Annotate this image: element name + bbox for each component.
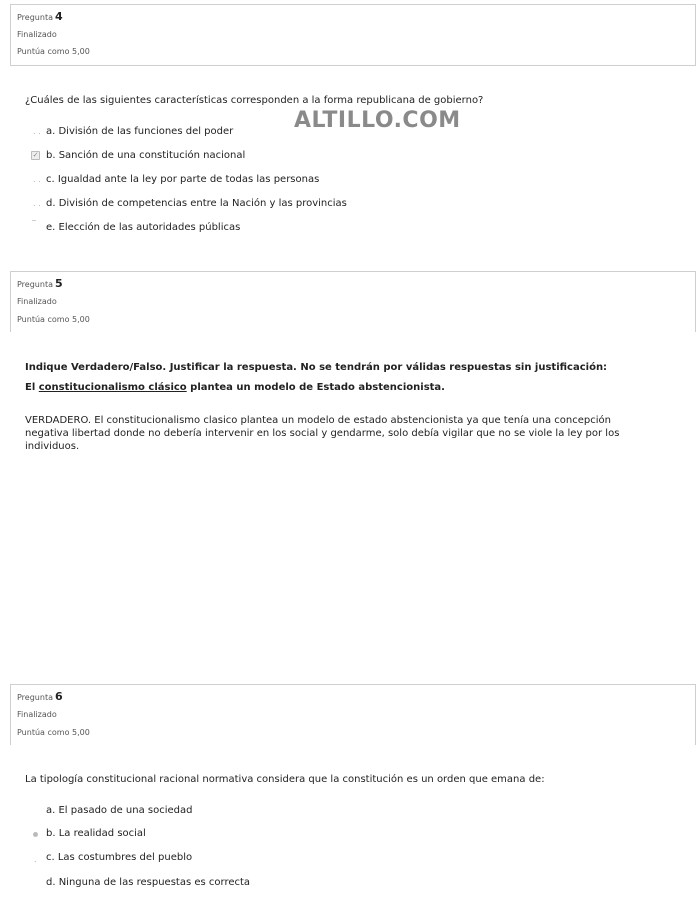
unselected-mark[interactable]: .: [34, 855, 37, 864]
option-b[interactable]: b. La realidad social: [46, 828, 146, 839]
question-label: Pregunta: [17, 13, 53, 22]
question-5-info: [10, 271, 696, 332]
question-number: 6: [54, 690, 63, 703]
question-status: Finalizado: [17, 710, 57, 719]
watermark: ALTILLO.COM: [294, 108, 461, 133]
unchecked-mark[interactable]: . .: [33, 127, 41, 136]
question-number: 5: [54, 277, 63, 290]
question-status: Finalizado: [17, 297, 57, 306]
option-a[interactable]: a. División de las funciones del poder: [46, 126, 234, 137]
unchecked-mark[interactable]: ‾: [32, 219, 36, 228]
question-4-info: [10, 4, 696, 66]
question-score: Puntúa como 5,00: [17, 315, 90, 324]
statement-link[interactable]: constitucionalismo clásico: [38, 382, 187, 393]
option-e[interactable]: e. Elección de las autoridades públicas: [46, 222, 241, 233]
option-d[interactable]: d. División de competencias entre la Nación y las provincias: [46, 198, 347, 209]
question-5-statement: [25, 382, 445, 393]
unchecked-mark[interactable]: . .: [33, 199, 41, 208]
option-a[interactable]: a. El pasado de una sociedad: [46, 805, 193, 816]
unchecked-mark[interactable]: . .: [33, 175, 41, 184]
option-b[interactable]: b. Sanción de una constitución nacional: [46, 150, 246, 161]
question-label: Pregunta: [17, 280, 53, 289]
selected-radio-icon[interactable]: [33, 832, 38, 837]
question-score: Puntúa como 5,00: [17, 47, 90, 56]
statement-suffix: plantea un modelo de Estado abstencionista.: [186, 382, 445, 393]
question-5-answer: VERDADERO. El constitucionalismo clasico plantea un modelo de estado abstencionista ya que tenía una concepción negativa libertad donde no debería intervenir en los social y gendarme, solo debía vigilar que no se viole la ley por los individuos.: [25, 415, 620, 452]
question-6-text: La tipología constitucional racional normativa considera que la constitución es un orden que emana de:: [25, 774, 545, 785]
option-d[interactable]: d. Ninguna de las respuestas es correcta: [46, 877, 251, 888]
option-c[interactable]: c. Las costumbres del pueblo: [46, 852, 193, 863]
question-status: Finalizado: [17, 30, 57, 39]
statement-prefix: El: [25, 382, 39, 393]
question-5-instruction: Indique Verdadero/Falso. Justificar la respuesta. No se tendrán por válidas respuestas sin justificación:: [25, 362, 608, 373]
option-c[interactable]: c. Igualdad ante la ley por parte de todas las personas: [46, 174, 320, 185]
checked-checkbox-icon[interactable]: ✓: [32, 151, 39, 159]
question-6-info: [10, 684, 696, 745]
question-4-text: ¿Cuáles de las siguientes características corresponden a la forma republicana de gobierno?: [25, 95, 484, 106]
question-score: Puntúa como 5,00: [17, 728, 90, 737]
question-number: 4: [54, 10, 63, 23]
question-label: Pregunta: [17, 693, 53, 702]
